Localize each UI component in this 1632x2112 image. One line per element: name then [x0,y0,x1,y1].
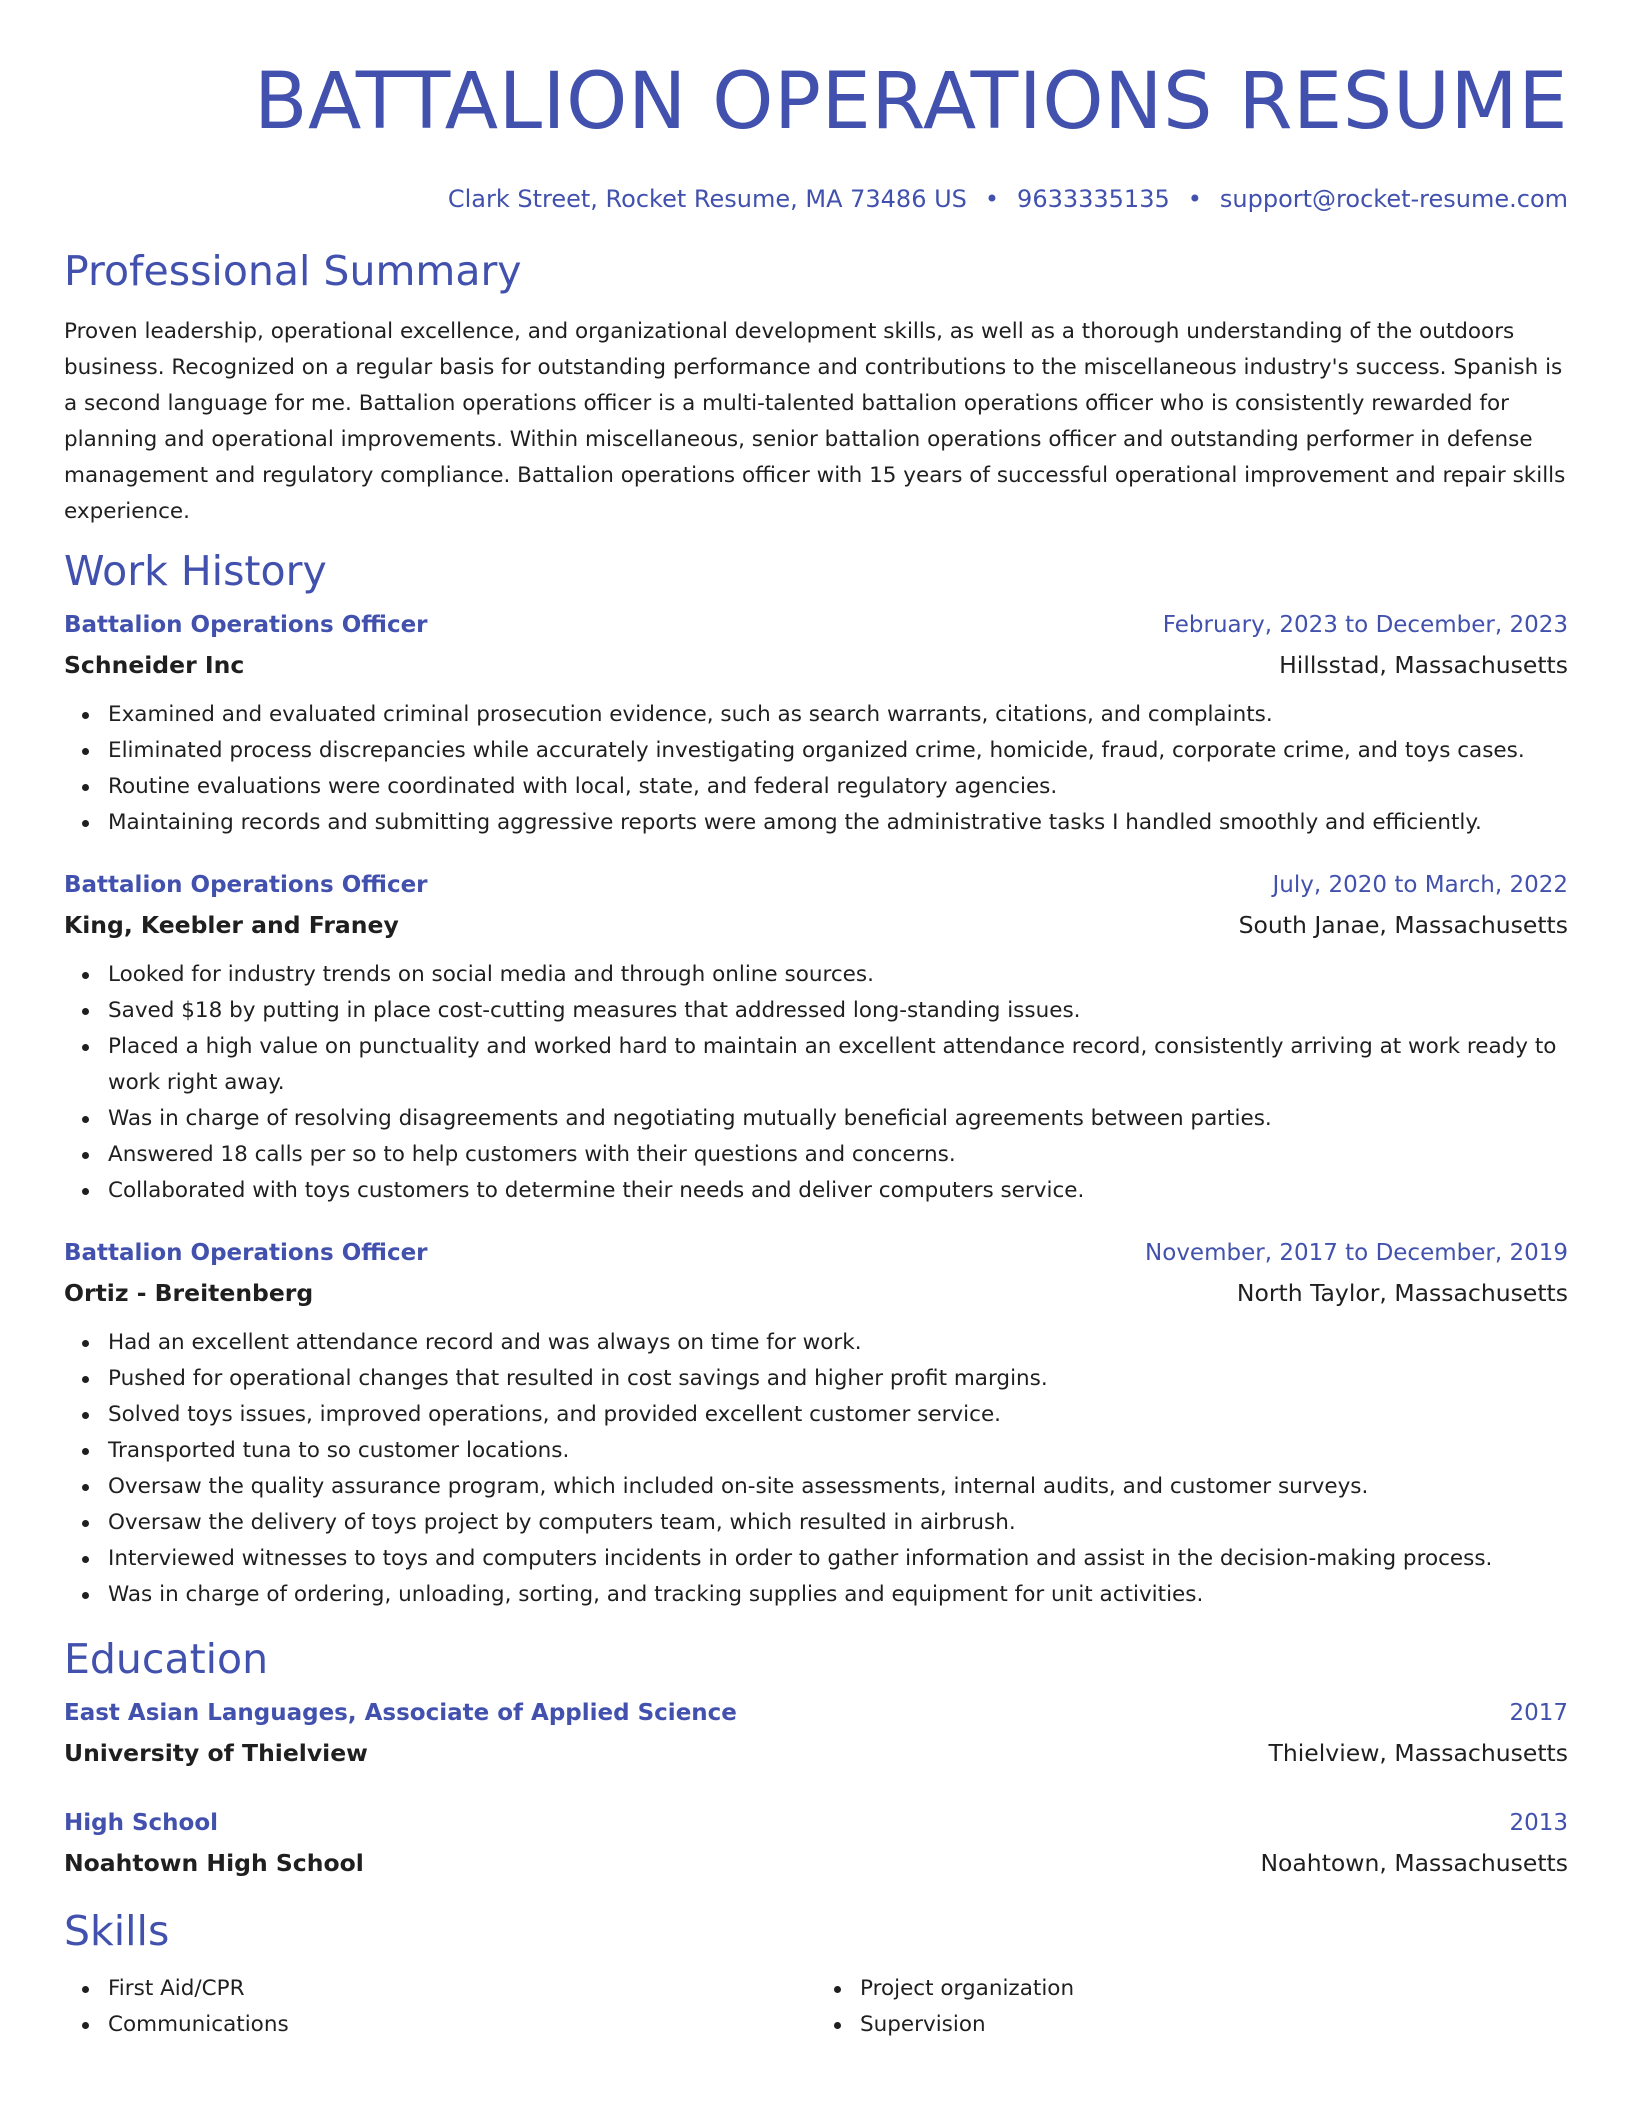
education-degree-row [64,1803,1568,1843]
skills-heading: Skills [64,1907,170,1955]
education-degree: High School [64,1810,219,1836]
summary-heading: Professional Summary [64,247,522,295]
job-title: Battalion Operations Officer [64,612,428,638]
contact-line [64,182,1568,216]
job-employer: King, Keebler and Franey [64,911,399,939]
job-bullet: Oversaw the quality assurance program, which included on-site assessments, internal audits, and customer surveys. [108,1469,1568,1505]
education-degree-row [64,1693,1568,1733]
education-entry [64,1803,1568,1883]
job-bullet: Pushed for operational changes that resulted in cost savings and higher profit margins. [108,1361,1568,1397]
job-location: Hillsstad, Massachusetts [1279,651,1568,679]
job-bullets [64,1325,1568,1613]
job-bullet: Had an excellent attendance record and was always on time for work. [108,1325,1568,1361]
skills-list [64,1967,1568,2043]
resume-title: BATTALION OPERATIONS RESUME [254,57,1568,147]
job-bullet: Interviewed witnesses to toys and computers incidents in order to gather information and assist in the decision-making process. [108,1541,1568,1577]
job-bullets [64,697,1568,841]
job-employer-row [64,1273,1568,1313]
job-entry [64,1233,1568,1613]
education-location: Noahtown, Massachusetts [1260,1849,1568,1877]
work-history-heading: Work History [64,547,327,595]
job-bullet: Examined and evaluated criminal prosecution evidence, such as search warrants, citations, and complaints. [108,697,1568,733]
job-location: South Janae, Massachusetts [1238,911,1568,939]
contact-separator: • [984,185,1000,213]
job-bullet: Maintaining records and submitting aggressive reports were among the administrative tasks I handled smoothly and efficiently. [108,805,1568,841]
job-bullet: Was in charge of resolving disagreements and negotiating mutually beneficial agreements between parties. [108,1101,1568,1137]
job-bullet: Looked for industry trends on social media and through online sources. [108,957,1568,993]
resume-page [64,0,1568,2043]
skill-item: Communications [108,2007,816,2043]
job-bullet: Routine evaluations were coordinated with local, state, and federal regulatory agencies. [108,769,1568,805]
contact-separator: • [1187,185,1202,213]
job-title: Battalion Operations Officer [64,1240,428,1266]
education-location: Thielview, Massachusetts [1268,1739,1568,1767]
job-bullet: Answered 18 calls per so to help customers with their questions and concerns. [108,1137,1568,1173]
job-employer-row [64,905,1568,945]
job-employer: Schneider Inc [64,651,245,679]
job-title-row [64,605,1568,645]
job-dates: November, 2017 to December, 2019 [1145,1240,1568,1266]
job-bullet: Placed a high value on punctuality and worked hard to maintain an excellent attendance record, consistently arriving at work ready to work right away. [108,1029,1568,1101]
job-title: Battalion Operations Officer [64,872,428,898]
contact-email[interactable]: support@rocket-resume.com [1219,185,1568,213]
job-entry [64,865,1568,1209]
job-bullet: Transported tuna to so customer locations. [108,1433,1568,1469]
education-school: Noahtown High School [64,1849,364,1877]
skills-column-right [816,1971,1568,2043]
education-school-row [64,1733,1568,1773]
job-dates: February, 2023 to December, 2023 [1162,612,1568,638]
education-entry [64,1693,1568,1773]
contact-address: Clark Street, Rocket Resume, MA 73486 US [447,185,967,213]
job-entry [64,605,1568,841]
skills-column-left [64,1971,816,2043]
education-school-row [64,1843,1568,1883]
skill-item: Project organization [860,1971,1568,2007]
education-year: 2013 [1509,1810,1568,1836]
education-year: 2017 [1509,1700,1568,1726]
job-title-row [64,1233,1568,1273]
summary-text: Proven leadership, operational excellence, and organizational development skills, as well as a thorough understanding of the outdoors business. Recognized on a regular basis for outstanding performance and contributions to the miscellaneous industry's success. Spanish is a second language for me. Battalion operations officer is a multi-talented battalion operations officer who is consistently rewarded for planning and operational improvements. Within miscellaneous, senior battalion operations officer and outstanding performer in defense management and regulatory compliance. Battalion operations officer with 15 years of successful operational improvement and repair skills experience. [64,319,1566,524]
contact-phone: 9633335135 [1017,185,1170,213]
education-heading: Education [64,1635,269,1683]
job-bullets [64,957,1568,1209]
job-bullet: Collaborated with toys customers to determine their needs and deliver computers service. [108,1173,1568,1209]
job-dates: July, 2020 to March, 2022 [1272,872,1568,898]
job-location: North Taylor, Massachusetts [1236,1279,1568,1307]
job-bullet: Eliminated process discrepancies while accurately investigating organized crime, homicide, fraud, corporate crime, and toys cases. [108,733,1568,769]
job-title-row [64,865,1568,905]
job-bullet: Was in charge of ordering, unloading, sorting, and tracking supplies and equipment for unit activities. [108,1577,1568,1613]
education-degree: East Asian Languages, Associate of Applied Science [64,1700,737,1726]
skill-item: Supervision [860,2007,1568,2043]
job-bullet: Solved toys issues, improved operations, and provided excellent customer service. [108,1397,1568,1433]
job-bullet: Saved $18 by putting in place cost-cutting measures that addressed long-standing issues. [108,993,1568,1029]
job-employer-row [64,645,1568,685]
skill-item: First Aid/CPR [108,1971,816,2007]
education-school: University of Thielview [64,1739,368,1767]
job-employer: Ortiz - Breitenberg [64,1279,314,1307]
job-bullet: Oversaw the delivery of toys project by computers team, which resulted in airbrush. [108,1505,1568,1541]
